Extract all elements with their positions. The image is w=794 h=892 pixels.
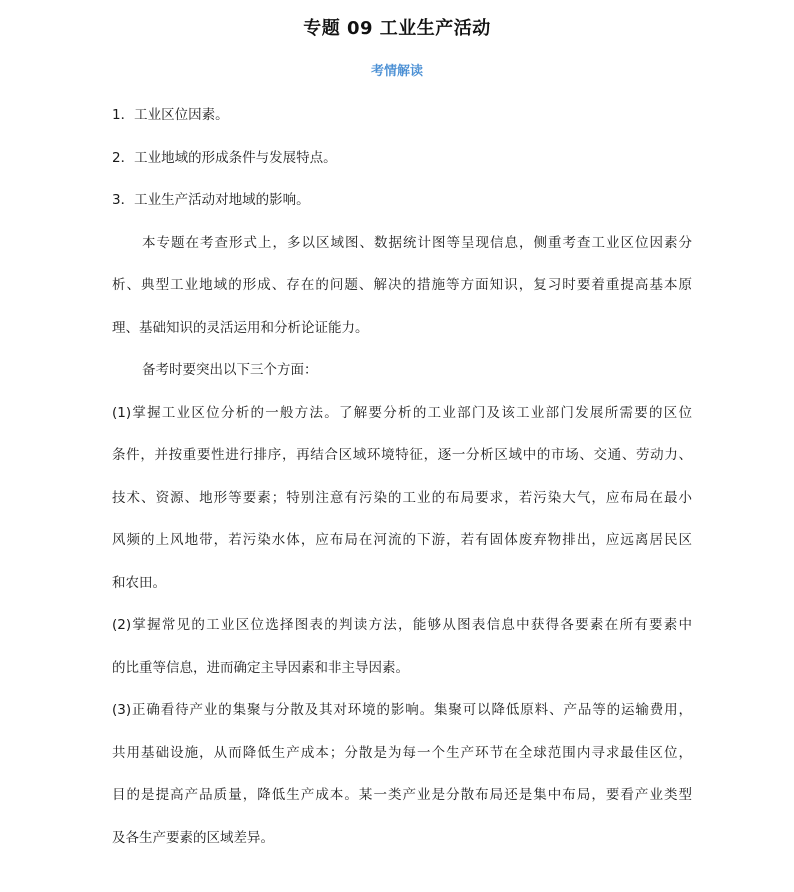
paragraph-line: 共用基础设施，从而降低生产成本；分散是为每一个生产环节在全球范围内寻求最佳区位， (112, 744, 692, 761)
paragraph-line: 及各生产要素的区域差异。 (112, 829, 274, 846)
paragraph-line: 和农田。 (112, 574, 166, 591)
section-heading: 考情解读 (370, 64, 423, 79)
paragraph-line: 析、典型工业地域的形成、存在的问题、解决的措施等方面知识，复习时要着重提高基本原 (112, 277, 692, 293)
body-text (112, 94, 692, 859)
paragraph-line: 理、基础知识的灵活运用和分析论证能力。 (112, 319, 369, 336)
paragraph-line: (1)掌握工业区位分析的一般方法。了解要分析的工业部门及该工业部门发展所需要的区位 (112, 404, 692, 421)
list-item: 1．工业区位因素。 (112, 107, 229, 123)
list-item: 2．工业地域的形成条件与发展特点。 (112, 149, 337, 166)
paragraph-line: 风频的上风地带，若污染水体，应布局在河流的下游，若有固体废弃物排出，应远离居民区 (112, 532, 692, 548)
paragraph-line: (3)正确看待产业的集聚与分散及其对环境的影响。集聚可以降低原料、产品等的运输费用， (112, 702, 692, 718)
paragraph-line: 本专题在考查形式上，多以区域图、数据统计图等呈现信息，侧重考查工业区位因素分 (142, 234, 692, 251)
paragraph-line: (2)掌握常见的工业区位选择图表的判读方法，能够从图表信息中获得各要素在所有要素中 (112, 617, 692, 633)
paragraph-line: 备考时要突出以下三个方面： (142, 362, 318, 378)
paragraph-line: 条件，并按重要性进行排序，再结合区域环境特征，逐一分析区域中的市场、交通、劳动力、 (112, 447, 692, 463)
paragraph-line: 目的是提高产品质量，降低生产成本。某一类产业是分散布局还是集中布局，要看产业类型 (112, 787, 692, 803)
list-item: 3．工业生产活动对地域的影响。 (112, 192, 310, 208)
page-title: 专题 09 工业生产活动 (303, 18, 491, 39)
paragraph-line: 技术、资源、地形等要素；特别注意有污染的工业的布局要求，若污染大气，应布局在最小 (112, 489, 692, 506)
paragraph-line: 的比重等信息，进而确定主导因素和非主导因素。 (112, 659, 409, 676)
